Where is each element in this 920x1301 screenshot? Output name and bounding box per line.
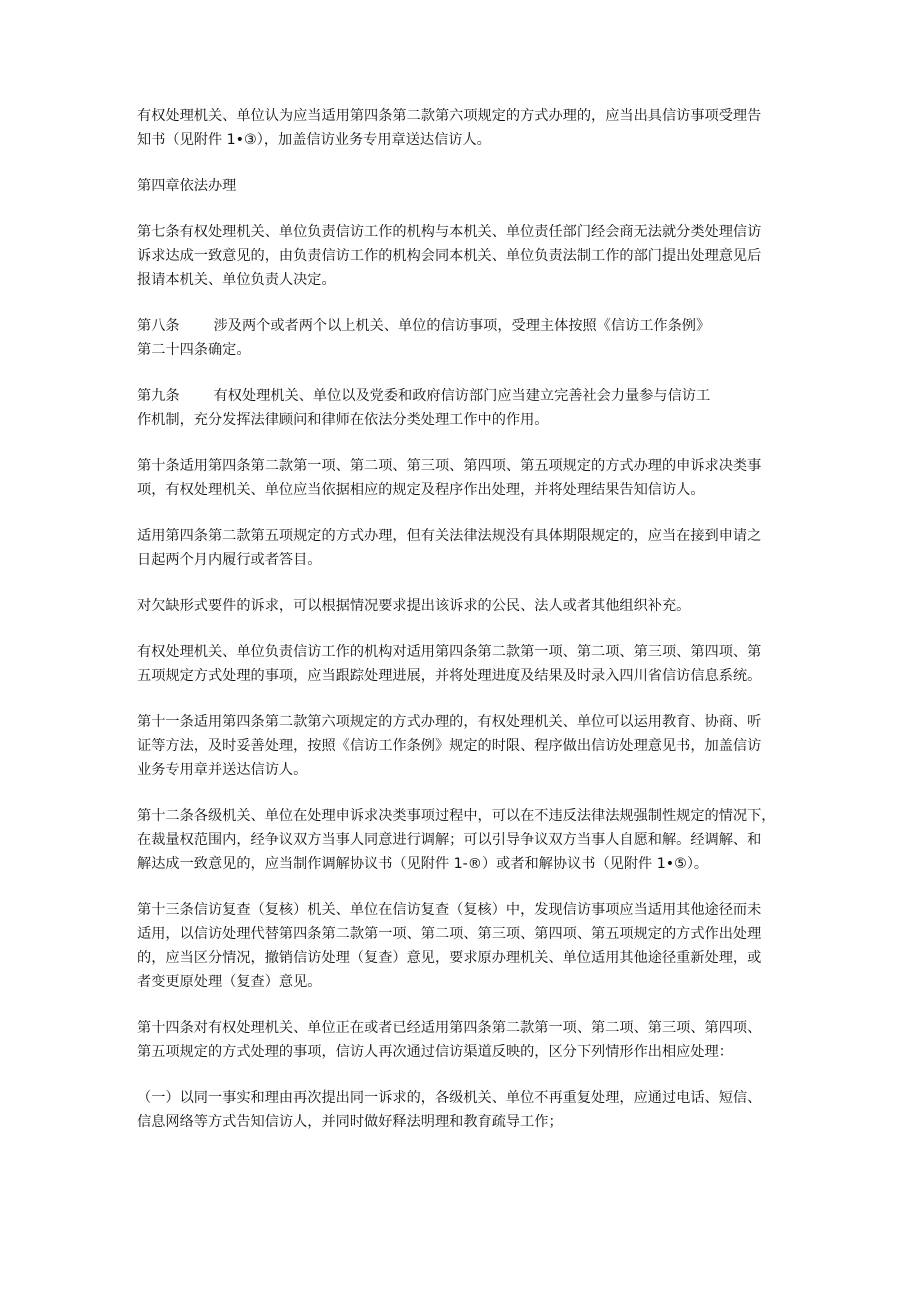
paragraph-receipt-notice <box>137 104 797 152</box>
chapter-title: 第四章依法办理 <box>137 178 237 194</box>
text-line: 解达成一致意见的，应当制作调解协议书（见附件 1-®）或者和解协议书（见附件 1•⑤）。 <box>137 856 709 872</box>
article-7 <box>137 220 797 292</box>
text-line: 第十一条适用第四条第二款第六项规定的方式办理的，有权处理机关、单位可以运用教育、协商、听 <box>137 714 762 730</box>
text-line: 诉求达成一致意见的，由负责信访工作的机构会同本机关、单位负责法制工作的部门提出处理意见后 <box>137 248 762 264</box>
text-line: 业务专用章并送达信访人。 <box>137 762 308 778</box>
text-line: 日起两个月内履行或者答目。 <box>137 552 322 568</box>
text-line: 在裁量权范围内，经争议双方当事人同意进行调解；可以引导争议双方当事人自愿和解。经调解、和 <box>137 832 762 848</box>
article-9 <box>137 384 797 432</box>
article-12 <box>137 804 797 876</box>
chapter-heading <box>137 174 797 198</box>
article-8 <box>137 314 797 362</box>
text-line: 适用，以信访处理代替第四条第二款第一项、第二项、第三项、第四项、第五项规定的方式作出处理 <box>137 926 762 942</box>
text-line: 项，有权处理机关、单位应当依据相应的规定及程序作出处理，并将处理结果告知信访人。 <box>137 482 705 498</box>
article-text: 涉及两个或者两个以上机关、单位的信访事项，受理主体按照《信访工作条例》 <box>213 318 711 334</box>
article-14-item-1 <box>137 1086 797 1134</box>
text-line <box>137 314 797 338</box>
text-line <box>137 384 797 408</box>
article-label: 第九条 <box>137 388 180 404</box>
article-10-supplement <box>137 594 797 618</box>
text-line: 第十条适用第四条第二款第一项、第二项、第三项、第四项、第五项规定的方式办理的申诉求决类事 <box>137 458 762 474</box>
article-11 <box>137 710 797 782</box>
text-line: 有权处理机关、单位负责信访工作的机构对适用第四条第二款第一项、第二项、第三项、第四项、第 <box>137 644 762 660</box>
text-line: 的，应当区分情况，撤销信访处理（复查）意见，要求原办理机关、单位适用其他途径重新处理，或 <box>137 950 762 966</box>
text-line: 第五项规定的方式处理的事项，信访人再次通过信访渠道反映的，区分下列情形作出相应处理： <box>137 1044 733 1060</box>
text-line: 第十二条各级机关、单位在处理申诉求决类事项过程中，可以在不违反法律法规强制性规定的情况下， <box>137 808 776 824</box>
text-line: 第十三条信访复查（复核）机关、单位在信访复查（复核）中，发现信访事项应当适用其他途径而未 <box>137 902 762 918</box>
text-line: 作机制，充分发挥法律顾问和律师在依法分类处理工作中的作用。 <box>137 412 549 428</box>
article-10 <box>137 454 797 502</box>
text-line: 对欠缺形式要件的诉求，可以根据情况要求提出该诉求的公民、法人或者其他组织补充。 <box>137 598 691 614</box>
text-line: （一）以同一事实和理由再次提出同一诉求的，各级机关、单位不再重复处理，应通过电话、短信、 <box>137 1090 762 1106</box>
text-line: 第十四条对有权处理机关、单位正在或者已经适用第四条第二款第一项、第二项、第三项、第四项、 <box>137 1020 762 1036</box>
text-line: 第七条有权处理机关、单位负责信访工作的机构与本机关、单位责任部门经会商无法就分类处理信访 <box>137 224 762 240</box>
article-13 <box>137 898 797 994</box>
article-10-deadline <box>137 524 797 572</box>
text-line: 适用第四条第二款第五项规定的方式办理，但有关法律法规没有具体期限规定的，应当在接到申请之 <box>137 528 762 544</box>
document-page <box>137 104 797 1156</box>
text-line: 有权处理机关、单位认为应当适用第四条第二款第六项规定的方式办理的，应当出具信访事项受理告 <box>137 108 762 124</box>
text-line: 五项规定方式处理的事项，应当跟踪处理进展，并将处理进度及结果及时录入四川省信访信息系统。 <box>137 668 762 684</box>
article-10-tracking <box>137 640 797 688</box>
article-14 <box>137 1016 797 1064</box>
article-text: 有权处理机关、单位以及党委和政府信访部门应当建立完善社会力量参与信访工 <box>213 388 711 404</box>
text-line: 信息网络等方式告知信访人，并同时做好释法明理和教育疏导工作； <box>137 1114 563 1130</box>
article-label: 第八条 <box>137 318 180 334</box>
text-line: 报请本机关、单位负责人决定。 <box>137 272 336 288</box>
text-line: 第二十四条确定。 <box>137 342 251 358</box>
text-line: 知书（见附件 1•③），加盖信访业务专用章送达信访人。 <box>137 132 491 148</box>
text-line: 者变更原处理（复查）意见。 <box>137 974 322 990</box>
text-line: 证等方法，及时妥善处理，按照《信访工作条例》规定的时限、程序做出信访处理意见书，加盖信访 <box>137 738 762 754</box>
